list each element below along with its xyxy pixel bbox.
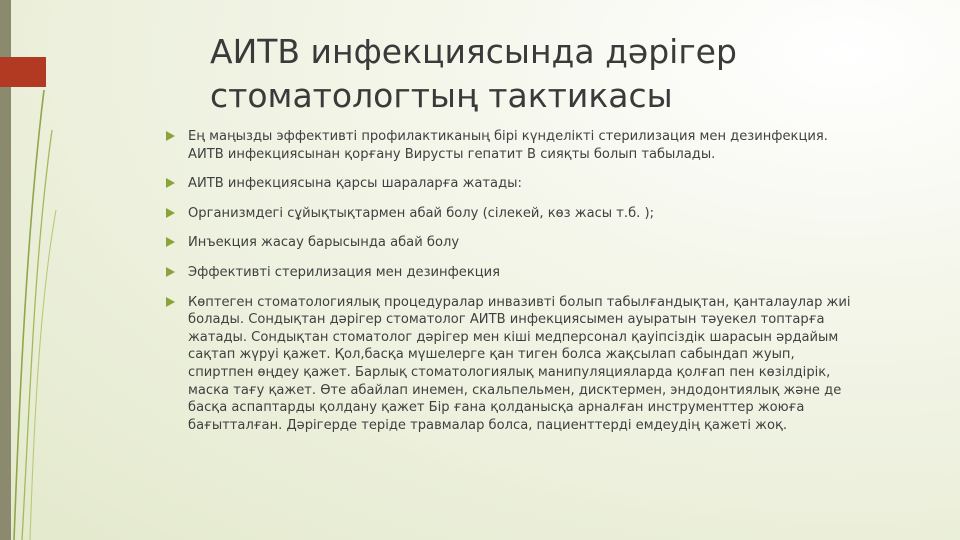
bullet-item xyxy=(166,234,856,252)
bullet-text: Эффективті стерилизация мен дезинфекция xyxy=(188,264,501,280)
bullet-text: АИТВ инфекциясына қарсы шараларға жатады: xyxy=(188,176,522,192)
bullet-text: Инъекция жасау барысында абай болу xyxy=(188,235,460,251)
title-line-2: стоматологтың тактикасы xyxy=(210,76,673,115)
bullet-list xyxy=(166,128,856,446)
bullet-arrow-icon xyxy=(166,131,175,141)
slide-title xyxy=(210,30,930,118)
bullet-item xyxy=(166,128,856,163)
bullet-item xyxy=(166,264,856,282)
bullet-item xyxy=(166,294,856,435)
bullet-text: Ең маңызды эффективті профилактиканың бірі күнделікті стерилизация мен дезинфекция. АИТВ инфекциясынан қорғану Вирусты гепатит В сияқты болып табылады. xyxy=(188,129,828,162)
accent-tab xyxy=(0,57,46,87)
bullet-arrow-icon xyxy=(166,178,175,188)
bullet-arrow-icon xyxy=(166,237,175,247)
bullet-arrow-icon xyxy=(166,208,175,218)
bullet-arrow-icon xyxy=(166,267,175,277)
bullet-item xyxy=(166,175,856,193)
title-line-1: АИТВ инфекциясында дәрігер xyxy=(210,32,737,71)
bullet-text: Көптеген стоматологиялық процедуралар инвазивті болып табылғандықтан, қанталаулар жиі болады. Сондықтан дәрігер стоматолог АИТВ инфекциясымен ауыратын тәуекел топтарға жатады. Сондықтан стоматолог дәрігер мен кіші медперсонал қауіпсіздік шарасын әрдайым сақтап жүруі қажет. Қол,басқа мүшелерге қан тиген болса жақсылап сабындап жуып, спиртпен өңдеу қажет. Барлық стоматологиялық манипуляцияларда қолғап пен көзілдірік, маска тағу қажет. Өте абайлап инемен, скальпельмен, дисктермен, эндодонтиялық және де басқа аспаптарды қолдану қажет Бір ғана қолданысқа арналған инструменттер жоюға бағытталған. Дәрігерде теріде травмалар болса, пациенттерді емдеудің қажеті жоқ. xyxy=(188,294,851,433)
bullet-item xyxy=(166,205,856,223)
bullet-arrow-icon xyxy=(166,297,175,307)
bullet-text: Организмдегі сұйықтықтармен абай болу (сілекей, көз жасы т.б. ); xyxy=(188,205,655,221)
